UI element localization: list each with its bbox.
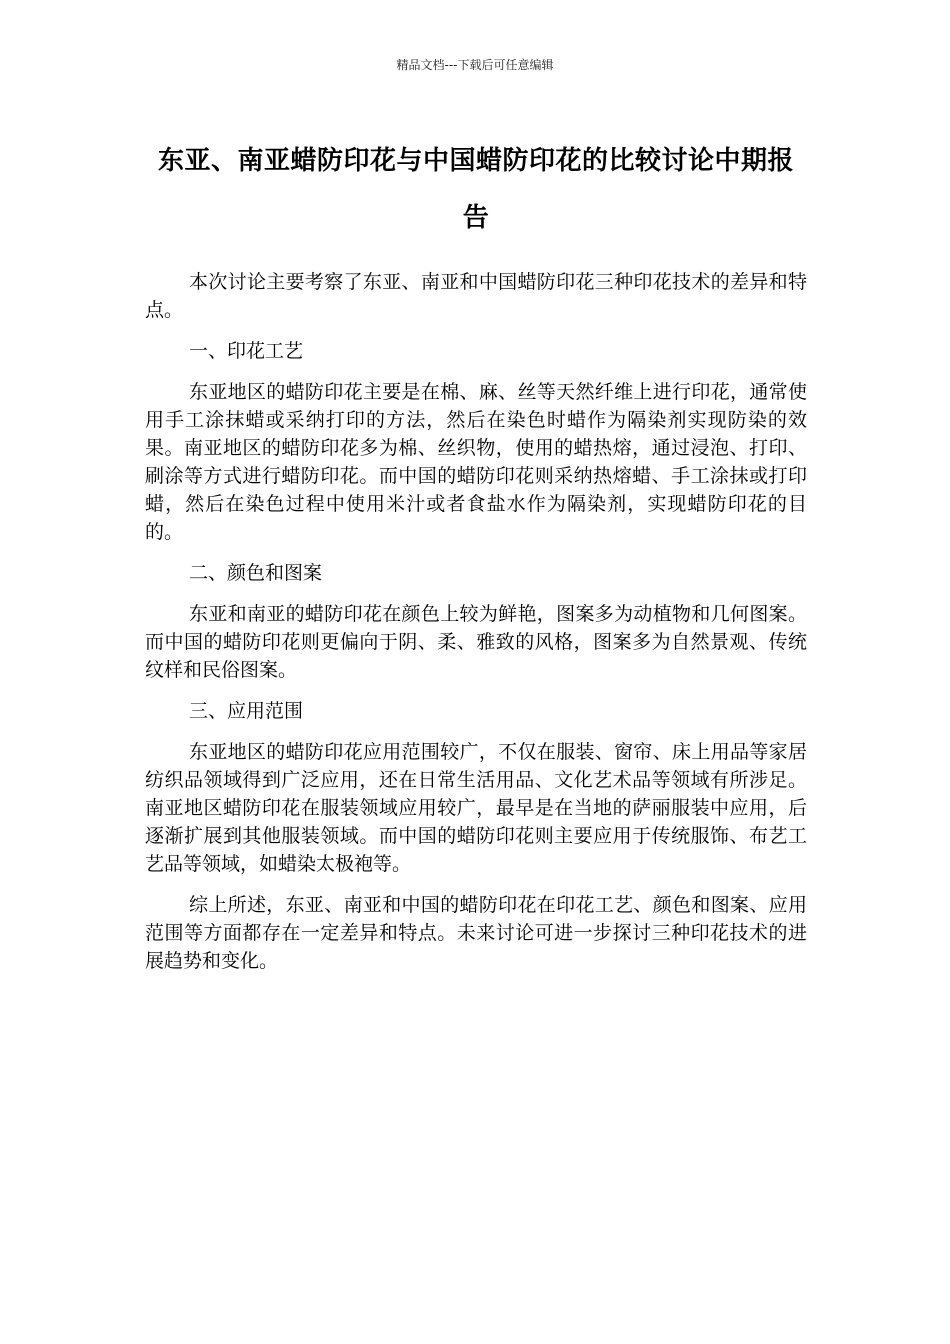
section-body-color-pattern: 东亚和南亚的蜡防印花在颜色上较为鲜艳，图案多为动植物和几何图案。而中国的蜡防印花则更偏向于阴、柔、雅致的风格，图案多为自然景观、传统纹样和民俗图案。 — [145, 603, 807, 681]
conclusion-paragraph: 综上所述，东亚、南亚和中国的蜡防印花在印花工艺、颜色和图案、应用范围等方面都存在一定差异和特点。未来讨论可进一步探讨三种印花技术的进展趋势和变化。 — [145, 894, 807, 972]
section-body-application-scope: 东亚地区的蜡防印花应用范围较广，不仅在服装、窗帘、床上用品等家居纺织品领域得到广泛应用，还在日常生活用品、文化艺术品等领域有所涉足。南亚地区蜡防印花在服装领域应用较广，最早是在当地的萨丽服装中应用，后逐渐扩展到其他服装领域。而中国的蜡防印花则主要应用于传统服饰、布艺工艺品等领域，如蜡染太极袍等。 — [145, 741, 807, 875]
document-body — [145, 268, 807, 988]
intro-paragraph: 本次讨论主要考察了东亚、南亚和中国蜡防印花三种印花技术的差异和特点。 — [145, 271, 807, 321]
section-heading-color-pattern: 二、颜色和图案 — [189, 562, 323, 584]
section-body-printing-process: 东亚地区的蜡防印花主要是在棉、麻、丝等天然纤维上进行印花，通常使用手工涂抹蜡或采纳打印的方法，然后在染色时蜡作为隔染剂实现防染的效果。南亚地区的蜡防印花多为棉、丝织物，使用的蜡热熔，通过浸泡、打印、刷涂等方式进行蜡防印花。而中国的蜡防印花则采纳热熔蜡、手工涂抹或打印蜡，然后在染色过程中使用米汁或者食盐水作为隔染剂，实现蜡防印花的目的。 — [145, 381, 807, 543]
document-title: 东亚、南亚蜡防印花与中国蜡防印花的比较讨论中期报告 — [157, 146, 794, 233]
section-heading-application-scope: 三、应用范围 — [189, 700, 304, 722]
section-heading-printing-process: 一、印花工艺 — [189, 340, 304, 362]
page-header: 精品文档---下载后可任意编辑 — [396, 58, 554, 72]
